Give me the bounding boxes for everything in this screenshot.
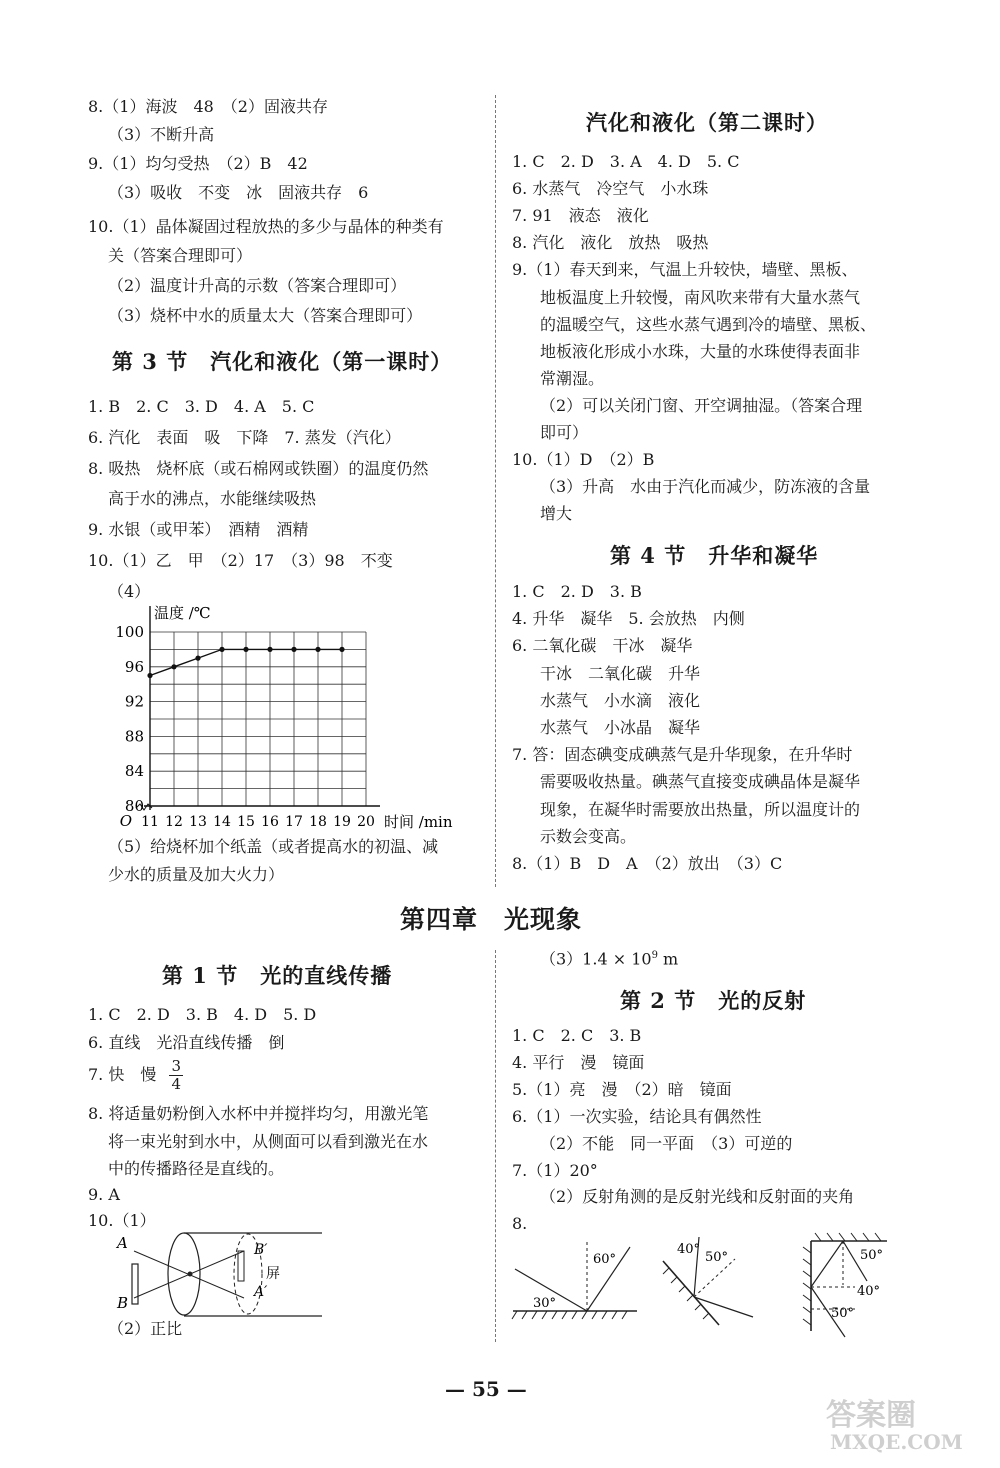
mirror-hatch (663, 1268, 669, 1274)
answer-line: 1. B 2. C 3. D 4. A 5. C (88, 397, 315, 416)
label-screen: 屏 (266, 1266, 280, 1282)
mirror-hatch (839, 1233, 845, 1241)
mirror-hatch (572, 1311, 577, 1319)
answer-line: 少水的质量及加大火力） (108, 865, 285, 884)
angle-label: 50° (831, 1306, 855, 1321)
x-tick-label: 18 (309, 814, 327, 830)
section-title: 第 3 节 汽化和液化（第一课时） (112, 349, 453, 374)
answer-line: （3）不断升高 (108, 125, 215, 144)
fraction (169, 1058, 183, 1093)
angle-label: 40° (677, 1242, 701, 1257)
answer-line: 增大 (540, 504, 573, 524)
angle-label: 60° (593, 1252, 617, 1267)
data-point (147, 673, 152, 678)
watermark-logo: 答案圈 (826, 1398, 916, 1433)
answer-line: 6. 水蒸气 冷空气 小水珠 (512, 179, 709, 199)
answer-line: 1. C 2. C 3. B (512, 1026, 642, 1045)
mirror-hatch (592, 1311, 597, 1319)
x-tick-label: 15 (237, 814, 255, 830)
answer-line: 8. 将适量奶粉倒入水杯中并搅拌均匀，用激光笔 (88, 1104, 429, 1123)
answer-line: 1. C 2. D 3. A 4. D 5. C (512, 152, 740, 171)
x-tick-label: 11 (141, 814, 159, 830)
answer-line: 现象，在凝华时需要放出热量，所以温度计的 (540, 799, 861, 819)
x-tick-label: 14 (213, 814, 231, 830)
answer-line: 水蒸气 小水滴 液化 (540, 690, 701, 710)
figure-b (663, 1237, 753, 1325)
answer-line: 8. (512, 1214, 528, 1234)
data-point (291, 647, 296, 652)
fraction-numerator: 3 (171, 1057, 181, 1075)
mirror-hatch (803, 1271, 811, 1277)
mirror-hatch (695, 1304, 701, 1310)
angle-label: 50° (860, 1248, 884, 1263)
mirror-hatch (815, 1233, 821, 1241)
answer-line: （2）正比 (108, 1319, 183, 1338)
answer-line: 将一束光射到水中，从侧面可以看到激光在水 (108, 1132, 429, 1151)
column-divider-bottom (495, 950, 496, 1342)
answer-line (540, 945, 678, 970)
x-tick-label: 20 (357, 814, 375, 830)
figure-a (512, 1239, 637, 1319)
mirror-hatch (602, 1311, 607, 1319)
data-point (315, 647, 320, 652)
answer-line: （3）吸收 不变 冰 固液共存 6 (108, 183, 369, 202)
answer-line: （4） (108, 581, 151, 601)
image (238, 1251, 244, 1281)
answer-line: 8. 吸热 烧杯底（或石棉网或铁圈）的温度仍然 (88, 458, 429, 478)
answer-line: 6. 二氧化碳 干冰 凝华 (512, 636, 693, 656)
label-A: A (117, 1234, 128, 1252)
mirror-hatch (552, 1311, 557, 1319)
label-B: B (117, 1294, 129, 1312)
y-tick-label: 96 (124, 657, 144, 676)
mirror-hatch (803, 1283, 811, 1289)
answer-line: 6. 直线 光沿直线传播 倒 (88, 1033, 285, 1052)
data-point (171, 664, 176, 669)
answer-line: 10.（1） (88, 1211, 156, 1230)
x-tick-label: 16 (261, 814, 279, 830)
answer-line: 1. C 2. D 3. B 4. D 5. D (88, 1005, 317, 1024)
answer-line: 干冰 二氧化碳 升华 (540, 663, 701, 683)
answer-text: （3）1.4 × 10 (540, 949, 652, 969)
mirror-hatch (703, 1313, 709, 1319)
answer-line: 9. A (88, 1185, 120, 1204)
answer-line: 7. 91 液态 液化 (512, 206, 649, 226)
mirror-hatch (512, 1311, 517, 1319)
answer-line: 地板液化形成小水珠，大量的水珠使得表面非 (540, 341, 861, 361)
fraction-denominator: 4 (171, 1075, 181, 1093)
reflection-figures (505, 1225, 890, 1340)
answer-line: 10.（1）D （2）B (512, 450, 655, 470)
answer-line (88, 1058, 183, 1093)
data-point (243, 647, 248, 652)
y-tick-label: 80 (124, 797, 144, 815)
x-tick-label: 19 (333, 814, 351, 830)
y-axis-title: 温度 /℃ (154, 604, 211, 622)
answer-line: 10.（1）乙 甲 （2）17 （3）98 不变 (88, 551, 393, 570)
answer-line: （2）温度计升高的示数（答案合理即可） (108, 276, 407, 295)
mirror-hatch (532, 1311, 537, 1319)
answer-line: 4. 平行 漫 镜面 (512, 1052, 645, 1072)
answer-line: （2）反射角测的是反射光线和反射面的夹角 (540, 1187, 855, 1207)
answer-line: 中的传播路径是直线的。 (108, 1159, 285, 1178)
reflected-ray (811, 1241, 843, 1287)
section-title: 第 1 节 光的直线传播 (162, 963, 393, 988)
answer-line: 10.（1）晶体凝固过程放热的多少与晶体的种类有 (88, 217, 444, 236)
pinhole (188, 1272, 193, 1277)
pinhole-camera-figure (112, 1226, 332, 1320)
answer-line: 4. 升华 凝华 5. 会放热 内侧 (512, 609, 745, 629)
answer-line: 高于水的沸点，水能继续吸热 (108, 489, 317, 509)
y-tick-label: 84 (124, 762, 144, 781)
answer-line: （5）给烧杯加个纸盖（或者提高水的初温、减 (108, 837, 439, 856)
mirror-hatch (863, 1233, 869, 1241)
answer-line: 9. 水银（或甲苯） 酒精 酒精 (88, 520, 309, 540)
x-tick-label: 17 (285, 814, 303, 830)
data-point (339, 647, 344, 652)
answer-line: （2）不能 同一平面 （3）可逆的 (540, 1133, 793, 1153)
exponent: 9 (651, 950, 658, 961)
answer-line: 示数会变高。 (540, 826, 637, 846)
mirror-hatch (803, 1319, 811, 1325)
label-B-prime: B′ (254, 1242, 268, 1258)
y-tick-label: 100 (115, 623, 144, 641)
mirror-hatch (542, 1311, 547, 1319)
mirror-hatch (803, 1247, 811, 1253)
x-axis-title: 时间 /min (384, 813, 453, 830)
mirror-hatch (803, 1295, 811, 1301)
answer-line: 1. C 2. D 3. B (512, 582, 642, 601)
mirror-hatch (679, 1286, 685, 1292)
answer-line: 6.（1）一次实验，结论具有偶然性 (512, 1106, 762, 1126)
angle-label: 50° (705, 1250, 729, 1265)
angle-label: 30° (533, 1296, 557, 1311)
answer-text: 7. 快 慢 (88, 1065, 157, 1084)
section-title: 第 2 节 光的反射 (620, 988, 807, 1013)
x-tick-label: 13 (189, 814, 207, 830)
answer-line: 即可） (540, 423, 589, 442)
mirror-hatch (875, 1233, 881, 1241)
answer-line: （2）可以关闭门窗、开空调抽湿。（答案合理 (540, 395, 863, 415)
figure-c (803, 1233, 887, 1337)
answer-line: 8.（1）海波 48 （2）固液共存 (88, 97, 328, 116)
mirror-hatch (622, 1311, 627, 1319)
data-point (267, 647, 272, 652)
y-tick-label: 88 (124, 727, 144, 746)
pinhole-wall (168, 1233, 200, 1315)
mirror-hatch (803, 1259, 811, 1265)
answer-line: 常潮湿。 (540, 368, 605, 388)
mirror-hatch (562, 1311, 567, 1319)
answer-line: 水蒸气 小冰晶 凝华 (540, 718, 701, 737)
answer-line: 7. 答：固态碘变成碘蒸气是升华现象，在升华时 (512, 745, 853, 765)
answer-line: 关（答案合理即可） (108, 246, 253, 265)
page-number: — 55 — (445, 1377, 527, 1401)
x-tick-label: 12 (165, 814, 183, 830)
mirror-hatch (803, 1307, 811, 1313)
answer-line: 需要吸收热量。碘蒸气直接变成碘晶体是凝华 (540, 772, 861, 792)
column-divider-top (495, 95, 496, 887)
label-A-prime: A′ (254, 1284, 268, 1300)
watermark-url: MXQE.COM (830, 1430, 963, 1454)
answer-line: 5.（1）亮 漫 （2）暗 镜面 (512, 1079, 732, 1099)
mirror-hatch (827, 1233, 833, 1241)
answer-line: 9.（1）春天到来，气温上升较快，墙壁、黑板、 (512, 260, 858, 280)
answer-line: 8.（1）B D A （2）放出 （3）C (512, 854, 783, 873)
y-tick-label: 92 (124, 692, 144, 711)
data-point (195, 656, 200, 661)
answer-line: 8. 汽化 液化 放热 吸热 (512, 233, 709, 253)
mirror-hatch (582, 1311, 587, 1319)
mirror-hatch (687, 1295, 693, 1301)
mirror-hatch (671, 1277, 677, 1283)
unit: m (657, 949, 679, 969)
answer-line: 地板温度上升较慢，南风吹来带有大量水蒸气 (540, 287, 861, 307)
origin-label: O (119, 812, 132, 830)
chapter-title: 第四章 光现象 (400, 905, 583, 934)
answer-line: （3）烧杯中水的质量太大（答案合理即可） (108, 306, 423, 325)
mirror (663, 1261, 719, 1325)
answer-line: 7.（1）20° (512, 1160, 598, 1180)
answer-line: （3）升高 水由于汽化而减少，防冻液的含量 (540, 477, 871, 497)
angle-label: 40° (857, 1284, 881, 1299)
section-title: 第 4 节 升华和凝华 (610, 543, 819, 568)
answer-line: 6. 汽化 表面 吸 下降 7. 蒸发（汽化） (88, 427, 401, 447)
data-point (219, 647, 224, 652)
answer-line: 的温暖空气，这些水蒸气遇到冷的墙壁、黑板、 (540, 314, 877, 334)
section-title: 汽化和液化（第二课时） (586, 110, 828, 135)
mirror-hatch (522, 1311, 527, 1319)
answer-line: 9.（1）均匀受热 （2）B 42 (88, 154, 308, 173)
mirror-hatch (612, 1311, 617, 1319)
mirror-hatch (851, 1233, 857, 1241)
temperature-time-chart (110, 598, 470, 830)
